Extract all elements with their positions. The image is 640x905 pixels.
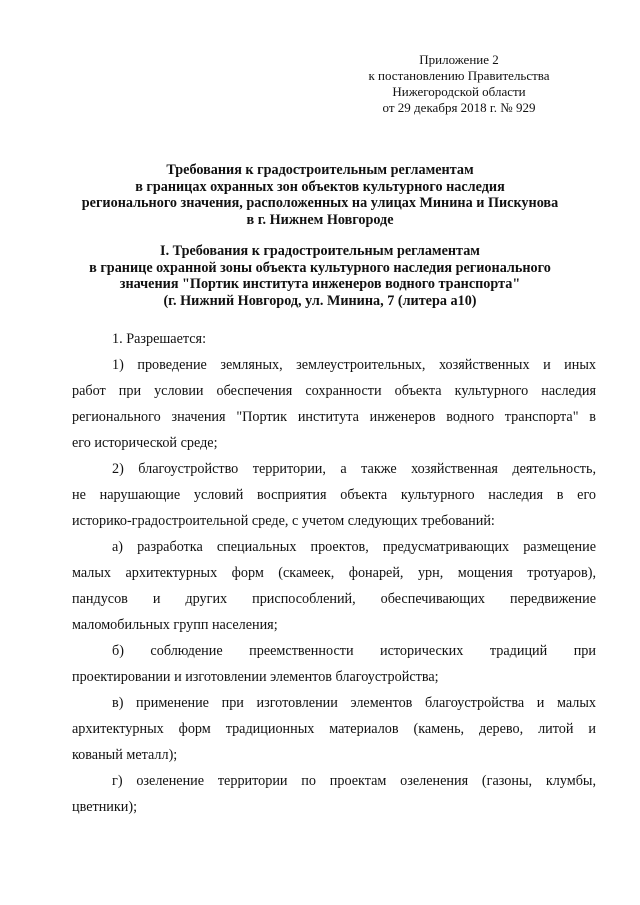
section-heading: [60, 243, 580, 309]
body-line: историко-градостроительной среде, с учетом следующих требований:: [72, 513, 495, 529]
paragraph-allowed: [72, 326, 596, 352]
body-line: маломобильных групп населения;: [72, 617, 278, 633]
body-line: работ при условии обеспечения сохранности объекта культурного наследия: [72, 383, 596, 399]
body-line: а) разработка специальных проектов, предусматривающих размещение: [112, 539, 596, 555]
title-line: регионального значения, расположенных на улицах Минина и Пискунова: [81, 195, 559, 211]
appendix-line: Нижегородской области: [392, 84, 526, 99]
body-line: его исторической среде;: [72, 435, 218, 451]
body-line: не нарушающие условий восприятия объекта культурного наследия в его: [72, 487, 596, 503]
body-line: 1) проведение земляных, землеустроительных, хозяйственных и иных: [112, 357, 596, 373]
body-line: регионального значения "Портик института инженеров водного транспорта" в: [72, 409, 596, 425]
body-line: кованый металл);: [72, 747, 178, 763]
appendix-line: Приложение 2: [419, 52, 499, 67]
document-body: [72, 326, 596, 820]
appendix-header: [350, 52, 568, 116]
appendix-line: от 29 декабря 2018 г. № 929: [382, 100, 536, 115]
paragraph-item-a: [72, 534, 596, 638]
body-line: г) озеленение территории по проектам озеленения (газоны, клумбы,: [112, 773, 596, 789]
body-line: 2) благоустройство территории, а также хозяйственная деятельность,: [112, 461, 596, 477]
section-line: значения "Портик института инженеров водного транспорта": [119, 276, 521, 292]
body-line: проектировании и изготовлении элементов благоустройства;: [72, 669, 439, 685]
body-line: цветники);: [72, 799, 138, 815]
body-line: пандусов и других приспособлений, обеспечивающих передвижение: [72, 591, 596, 607]
paragraph-item-g: [72, 768, 596, 820]
paragraph-item-b: [72, 638, 596, 690]
section-line: в границе охранной зоны объекта культурного наследия регионального: [89, 259, 551, 276]
title-line: в г. Нижнем Новгороде: [246, 211, 394, 228]
appendix-line: к постановлению Правительства: [368, 68, 550, 83]
body-line: б) соблюдение преемственности исторических традиций при: [112, 643, 596, 659]
paragraph-item-1: [72, 352, 596, 456]
body-line: 1. Разрешается:: [112, 331, 207, 347]
section-line: I. Требования к градостроительным регламентам: [160, 243, 480, 259]
title-line: в границах охранных зон объектов культурного наследия: [135, 178, 505, 195]
paragraph-item-2: [72, 456, 596, 534]
body-line: малых архитектурных форм (скамеек, фонарей, урн, мощения тротуаров),: [72, 565, 596, 581]
document-title: [60, 162, 580, 228]
paragraph-item-v: [72, 690, 596, 768]
title-line: Требования к градостроительным регламентам: [166, 162, 474, 178]
section-line: (г. Нижний Новгород, ул. Минина, 7 (литера а10): [163, 292, 477, 309]
body-line: в) применение при изготовлении элементов благоустройства и малых: [112, 695, 596, 711]
body-line: архитектурных форм традиционных материалов (камень, дерево, литой и: [72, 721, 596, 737]
